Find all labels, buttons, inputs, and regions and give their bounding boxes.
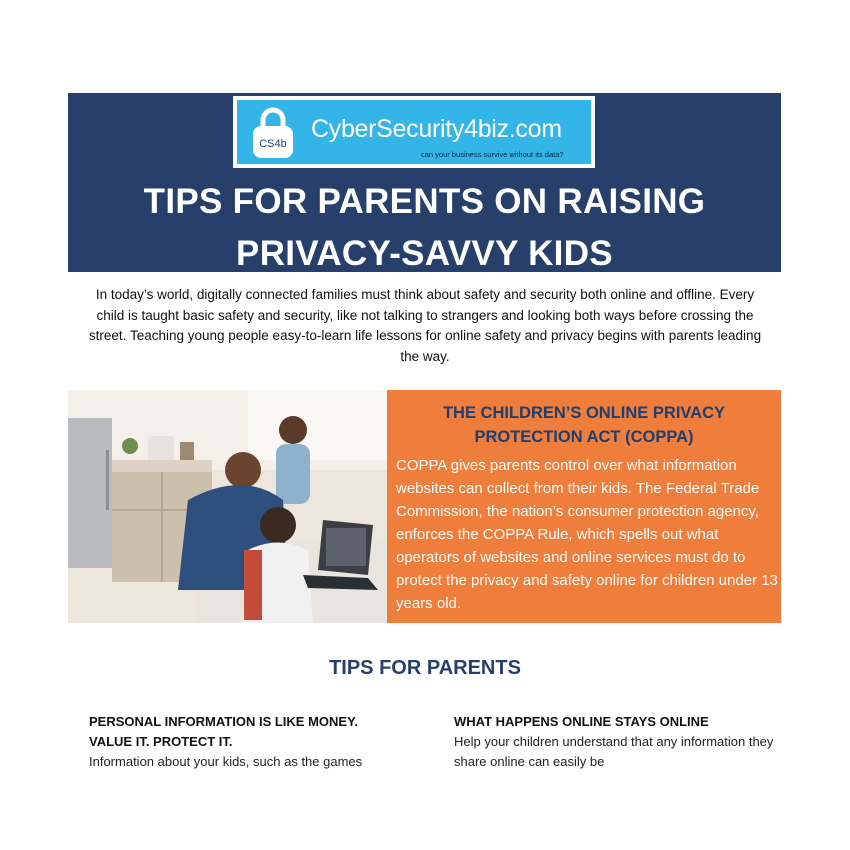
tip-personal-information (89, 712, 409, 769)
family-photo (68, 390, 387, 623)
page-title (68, 176, 781, 280)
logo-tagline: can your business survive without its data? (421, 150, 564, 159)
logo-name: CyberSecurity4biz.com (311, 115, 562, 143)
logo (233, 96, 595, 168)
title-line-2: PRIVACY-SAVVY KIDS (236, 234, 613, 273)
tip-online-stays-online (454, 712, 774, 769)
tips-heading: TIPS FOR PARENTS (329, 657, 521, 679)
tip-heading: VALUE IT. PROTECT IT. (89, 734, 233, 749)
coppa-title (387, 401, 781, 449)
logo-badge: CS4b (259, 138, 287, 150)
coppa-panel (387, 390, 781, 623)
lock-icon (250, 106, 296, 160)
intro-paragraph: In today’s world, digitally connected families must think about safety and security both online and offline. Every child is taught basic safety and security, like not talking to strangers and looking both ways before crossing the street. Teaching young people easy-to-learn life lessons for online safety and privacy begins with parents leading the way. (88, 287, 762, 364)
coppa-body: COPPA gives parents control over what information websites can collect from their kids. The Federal Trade Commission, the nation’s consumer protection agency, enforces the COPPA Rule, which spells out what operators of websites and online services must do to protect the privacy and safety online for children under 13 years old. (396, 457, 778, 612)
title-line-1: TIPS FOR PARENTS ON RAISING (143, 182, 706, 221)
tip-text: Information about your kids, such as the games (89, 754, 363, 769)
tip-heading: WHAT HAPPENS ONLINE STAYS ONLINE (454, 714, 709, 729)
logo-background (237, 100, 591, 164)
tip-text: Help your children understand that any information they share online can easily be (454, 734, 774, 769)
family-laptop-illustration (68, 390, 387, 623)
coppa-title-line-1: THE CHILDREN’S ONLINE PRIVACY (442, 404, 726, 422)
coppa-title-line-2: PROTECTION ACT (COPPA) (474, 428, 694, 446)
tip-heading: PERSONAL INFORMATION IS LIKE MONEY. (89, 714, 358, 729)
